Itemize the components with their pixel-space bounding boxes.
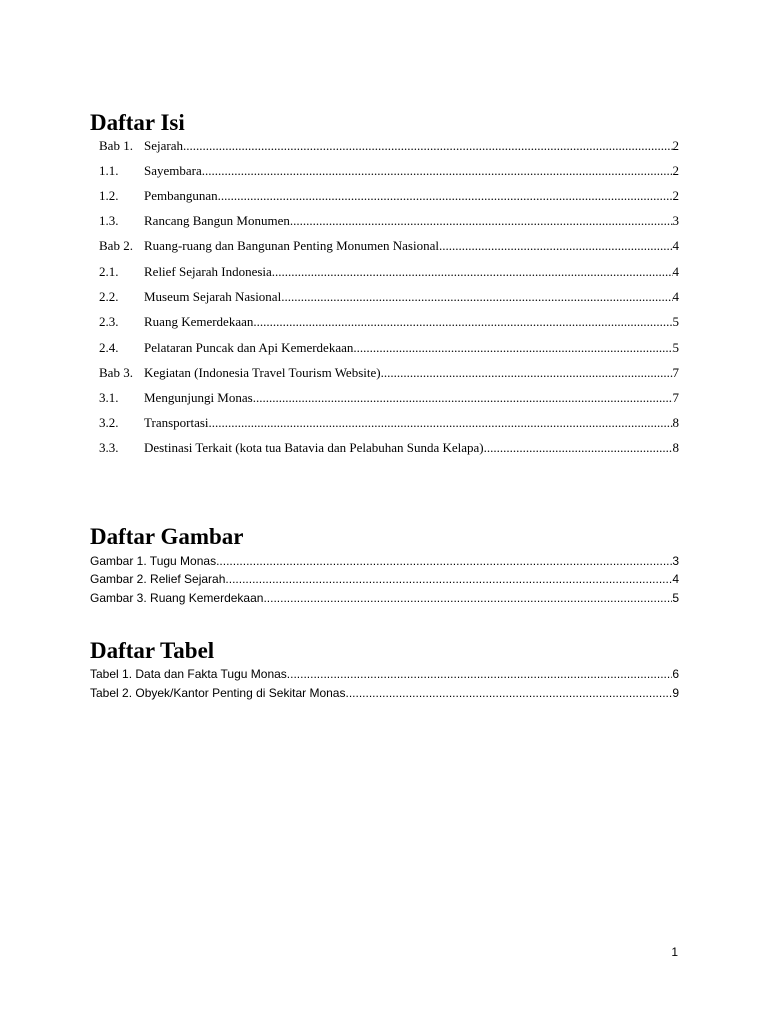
figure-entry-page: 4 [672,572,679,586]
toc-entry-title: Kegiatan (Indonesia Travel Tourism Website) [144,365,381,380]
toc-entry-title: Ruang-ruang dan Bangunan Penting Monumen Nasional [144,238,439,253]
dot-leader [281,289,672,305]
dot-leader [290,213,673,229]
toc-entry-page: 5 [672,340,679,355]
dot-leader [345,686,672,701]
dot-leader [209,415,673,431]
toc-entry-page: 4 [672,289,679,304]
toc-entry[interactable] [99,264,679,280]
figure-entry[interactable] [90,591,679,606]
toc-entry-number: 2.2. [99,289,119,304]
toc-entry-number: 2.3. [99,314,119,329]
toc-entry[interactable] [99,213,679,229]
toc-entry-page: 5 [672,314,679,329]
toc-entry[interactable] [99,188,679,204]
toc-entry-number: 3.3. [99,440,119,455]
toc-entry-number: Bab 3. [99,365,133,380]
toc-entry-page: 2 [672,163,679,178]
toc-entry[interactable] [99,314,679,330]
toc-entry-title: Sejarah [144,138,183,153]
toc-entry[interactable] [99,365,679,381]
dot-leader [253,390,673,406]
figure-entry[interactable] [90,554,679,569]
toc-entry-title: Pembangunan [144,188,218,203]
toc-entry[interactable] [99,340,679,356]
toc-entry-page: 7 [672,390,679,405]
toc-entry-title: Relief Sejarah Indonesia [144,264,272,279]
toc-entry-number: 3.2. [99,415,119,430]
table-entry[interactable] [90,667,679,682]
toc-entry-page: 4 [672,238,679,253]
figure-entry-page: 3 [672,554,679,568]
toc-entry-number: 2.4. [99,340,119,355]
dot-leader [353,340,672,356]
toc-entry-page: 8 [672,440,679,455]
toc-entry-number: 2.1. [99,264,119,279]
toc-entry-title: Ruang Kemerdekaan [144,314,254,329]
figure-entry[interactable] [90,572,679,587]
figures-heading: Daftar Gambar [90,524,244,549]
toc-entry-page: 8 [672,415,679,430]
toc-entry-page: 2 [672,188,679,203]
toc-entry-title: Mengunjungi Monas [144,390,253,405]
table-entry-title: Tabel 1. Data dan Fakta Tugu Monas [90,667,287,681]
dot-leader [253,314,672,330]
toc-entry[interactable] [99,390,679,406]
dot-leader [216,554,672,569]
dot-leader [218,188,673,204]
dot-leader [225,572,672,587]
toc-entry-number: 1.3. [99,213,119,228]
toc-entry-page: 4 [672,264,679,279]
toc-entry-page: 3 [672,213,679,228]
toc-entry-title: Destinasi Terkait (kota tua Batavia dan Pelabuhan Sunda Kelapa) [144,440,484,455]
table-entry-page: 6 [672,667,679,681]
toc-entry-page: 7 [672,365,679,380]
toc-entry-number: 1.1. [99,163,119,178]
toc-entry-number: 3.1. [99,390,119,405]
figure-entry-title: Gambar 3. Ruang Kemerdekaan [90,591,264,605]
dot-leader [202,163,673,179]
toc-entry-number: 1.2. [99,188,119,203]
toc-heading: Daftar Isi [90,110,185,135]
table-entry[interactable] [90,686,679,701]
table-entry-title: Tabel 2. Obyek/Kantor Penting di Sekitar Monas [90,686,346,700]
toc-entry-number: Bab 1. [99,138,133,153]
page-number: 1 [671,945,678,959]
toc-entry[interactable] [99,415,679,431]
dot-leader [272,264,673,280]
dot-leader [484,440,673,456]
dot-leader [183,138,673,154]
toc-entry-page: 2 [672,138,679,153]
toc-entry-title: Rancang Bangun Monumen [144,213,290,228]
table-entry-page: 9 [672,686,679,700]
figure-entry-title: Gambar 1. Tugu Monas [90,554,217,568]
tables-heading: Daftar Tabel [90,638,215,663]
figure-entry-page: 5 [672,591,679,605]
toc-entry-title: Sayembara [144,163,202,178]
toc-entry-title: Museum Sejarah Nasional [144,289,282,304]
toc-entry[interactable] [99,440,679,456]
dot-leader [263,591,672,606]
toc-entry[interactable] [99,289,679,305]
toc-entry-number: Bab 2. [99,238,133,253]
dot-leader [439,238,673,254]
toc-entry[interactable] [99,163,679,179]
toc-entry-title: Pelataran Puncak dan Api Kemerdekaan [144,340,354,355]
dot-leader [287,667,673,682]
dot-leader [381,365,673,381]
figure-entry-title: Gambar 2. Relief Sejarah [90,572,226,586]
toc-entry[interactable] [99,238,679,254]
toc-entry-title: Transportasi [144,415,209,430]
toc-entry[interactable] [99,138,679,154]
